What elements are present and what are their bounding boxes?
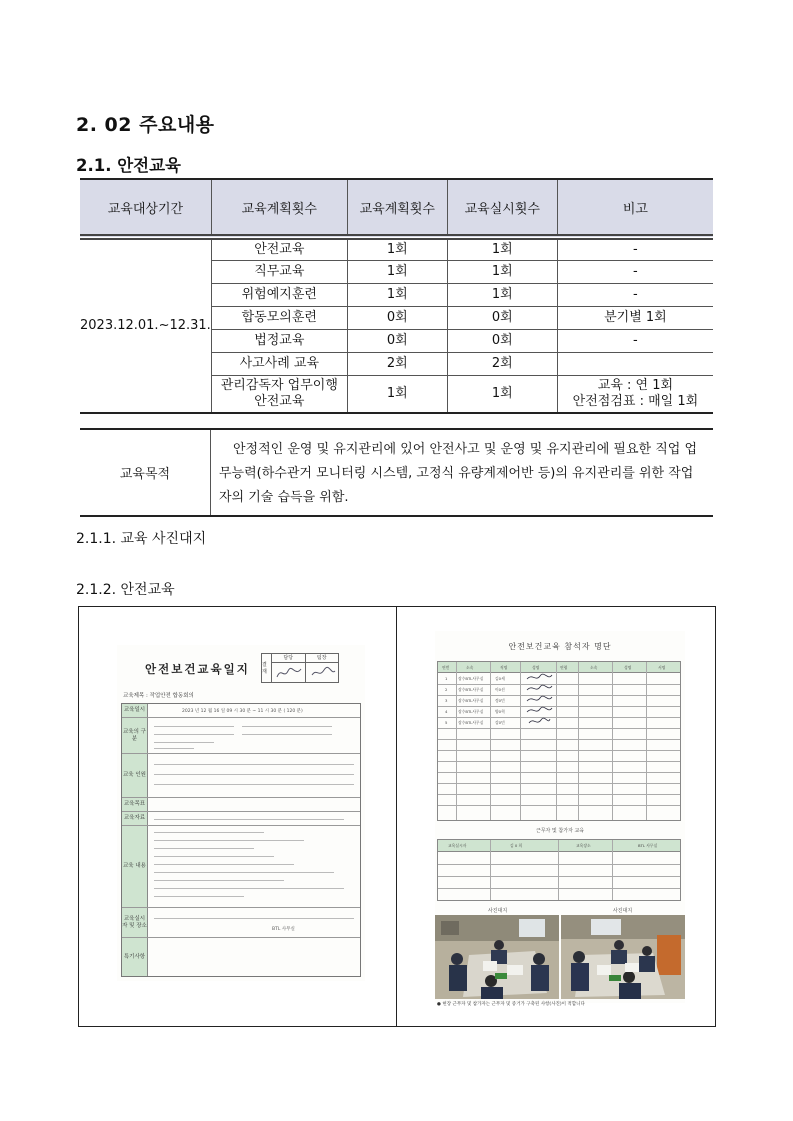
done-count: 1회 — [447, 375, 557, 413]
planned-count: 1회 — [347, 375, 447, 413]
attendee-name: 강0민 — [495, 720, 505, 725]
education-name: 법정교육 — [211, 329, 347, 352]
done-count: 0회 — [447, 306, 557, 329]
attendee-no: 5 — [445, 720, 448, 725]
done-count: 0회 — [447, 329, 557, 352]
education-name: 사고사례 교육 — [211, 352, 347, 375]
signatures-icon — [524, 672, 554, 728]
period-cell: 2023.12.01.~12.31. — [80, 237, 211, 413]
note-cell: - — [557, 329, 713, 352]
photo-caption: 사진대지 — [487, 908, 508, 914]
attendee-name: 양0혁 — [495, 709, 505, 714]
attendee-col: 연령 — [560, 665, 568, 670]
attendee-name: 김0세 — [495, 676, 505, 681]
goal-text: 안정적인 운영 및 유지관리에 있어 안전사고 및 운영 및 유지관리에 필요한 직업 업무능력(하수관거 모니터링 시스템, 고정식 유량계제어반 등)의 유지관리를 위한 작업자의 기술 습득을 위함. — [219, 442, 698, 505]
photo-left-panel — [79, 607, 397, 1026]
signature-icon — [275, 665, 303, 681]
planned-count: 1회 — [347, 237, 447, 260]
section2-grid — [437, 839, 681, 901]
photo-footnote: ● 현장 근무자 및 참가자는 근무자 및 증거가 구축된 사항(사진)이 적합니다 — [437, 1002, 585, 1007]
attendee-no: 3 — [445, 698, 448, 703]
attendee-col: 소속 — [590, 665, 598, 670]
form-subject: 교육제목 : 작업안전 합동회의 — [123, 693, 194, 699]
note-cell: - — [557, 283, 713, 306]
education-name — [211, 375, 347, 413]
planned-count: 1회 — [347, 283, 447, 306]
goal-label: 교육목적 — [80, 430, 211, 515]
form-row-label: 교육 인원 — [122, 754, 148, 797]
planned-count: 0회 — [347, 306, 447, 329]
education-name: 직무교육 — [211, 260, 347, 283]
form-row-label: 교육 내용 — [122, 826, 148, 907]
classroom-photo — [561, 915, 685, 999]
education-goal-table — [80, 428, 713, 517]
note-line: 교육 : 연 1회 — [597, 378, 674, 394]
form-row-label: 특기사항 — [122, 938, 148, 976]
form-grid — [121, 703, 361, 977]
section-heading: 2. 02 주요내용 — [76, 114, 215, 136]
education-name: 안전교육 — [211, 237, 347, 260]
form-place: BTL 사무실 — [272, 927, 295, 932]
attendee-name: 이0선 — [495, 687, 505, 692]
section2-title: 근무자 및 참가자 교육 — [535, 828, 585, 834]
photo-frame — [78, 606, 716, 1027]
table-header: 교육대상기간 — [80, 179, 211, 237]
attendee-list-photo — [435, 631, 685, 1007]
attendee-team: 장수BTL사무실 — [458, 676, 484, 681]
table-header: 교육실시횟수 — [447, 179, 557, 237]
photos-heading: 2.1.1. 교육 사진대지 — [76, 531, 207, 547]
note-cell: - — [557, 237, 713, 260]
form-row-label: 교육일시 — [122, 704, 148, 717]
classroom-photo — [435, 915, 559, 999]
attendee-col: 성명 — [532, 665, 540, 670]
planned-count: 2회 — [347, 352, 447, 375]
form-row-label: 교육자료 — [122, 812, 148, 825]
attendee-col: 성명 — [624, 665, 632, 670]
planned-count: 0회 — [347, 329, 447, 352]
done-count: 1회 — [447, 283, 557, 306]
photo-right-panel — [397, 607, 715, 1026]
note-cell: - — [557, 260, 713, 283]
approval-side: 결재 — [262, 654, 272, 682]
table-header: 비고 — [557, 179, 713, 237]
attendee-grid — [437, 661, 681, 821]
table-header: 교육계획횟수 — [211, 179, 347, 237]
attendee-team: 장수BTL사무실 — [458, 687, 484, 692]
attendee-team: 장수BTL사무실 — [458, 709, 484, 714]
attendee-col: 서명 — [658, 665, 666, 670]
note-line: 안전점검표 : 매일 1회 — [572, 393, 699, 409]
note-cell — [557, 375, 713, 413]
attendee-col: 소속 — [466, 665, 474, 670]
photo-caption: 사진대지 — [612, 908, 633, 914]
attendee-title: 안전보건교육 참석자 명단 — [508, 642, 612, 651]
section2-field: 김 0 희 — [510, 843, 523, 848]
subsection-heading: 2.1. 안전교육 — [76, 156, 181, 175]
attendee-no: 2 — [445, 687, 448, 692]
note-cell — [557, 352, 713, 375]
done-count: 1회 — [447, 260, 557, 283]
attendee-col: 연번 — [442, 665, 450, 670]
classroom-photos — [435, 915, 685, 999]
education-log-photo — [117, 645, 365, 981]
form-row-label: 교육목표 — [122, 798, 148, 811]
form-date: 2023 년 12 월 16 일 09 시 30 분 ~ 11 시 30 분 ( 120 분) — [182, 709, 303, 714]
name-line: 관리감독자 업무이행 — [220, 378, 338, 394]
form-row-label: 교육실시자 및 장소 — [122, 908, 148, 937]
attendee-name: 정0민 — [495, 698, 505, 703]
approval-col: 팀장 — [306, 654, 339, 663]
section2-field: BTL 사무실 — [638, 843, 658, 848]
name-line: 안전교육 — [254, 393, 305, 409]
table-row — [80, 237, 713, 260]
planned-count: 1회 — [347, 260, 447, 283]
section2-field: 교육장소 — [576, 843, 591, 848]
done-count: 2회 — [447, 352, 557, 375]
section2-field: 교육실시자 — [448, 843, 467, 848]
attendee-team: 장수BTL사무실 — [458, 720, 484, 725]
note-cell: 분기별 1회 — [557, 306, 713, 329]
attendee-no: 4 — [445, 709, 448, 714]
approval-col: 담당 — [272, 654, 305, 663]
attendee-col: 직명 — [500, 665, 508, 670]
form-title: 안전보건교육일지 — [145, 662, 250, 676]
table-header: 교육계획횟수 — [347, 179, 447, 237]
education-plan-table — [80, 178, 713, 414]
approval-box — [261, 653, 339, 683]
safety-heading: 2.1.2. 안전교육 — [76, 582, 175, 598]
education-name: 위험예지훈련 — [211, 283, 347, 306]
done-count: 1회 — [447, 237, 557, 260]
signature-icon — [309, 665, 337, 681]
attendee-no: 1 — [445, 676, 448, 681]
education-name: 합동모의훈련 — [211, 306, 347, 329]
attendee-team: 장수BTL사무실 — [458, 698, 484, 703]
form-row-label: 교육의 구분 — [122, 718, 148, 753]
